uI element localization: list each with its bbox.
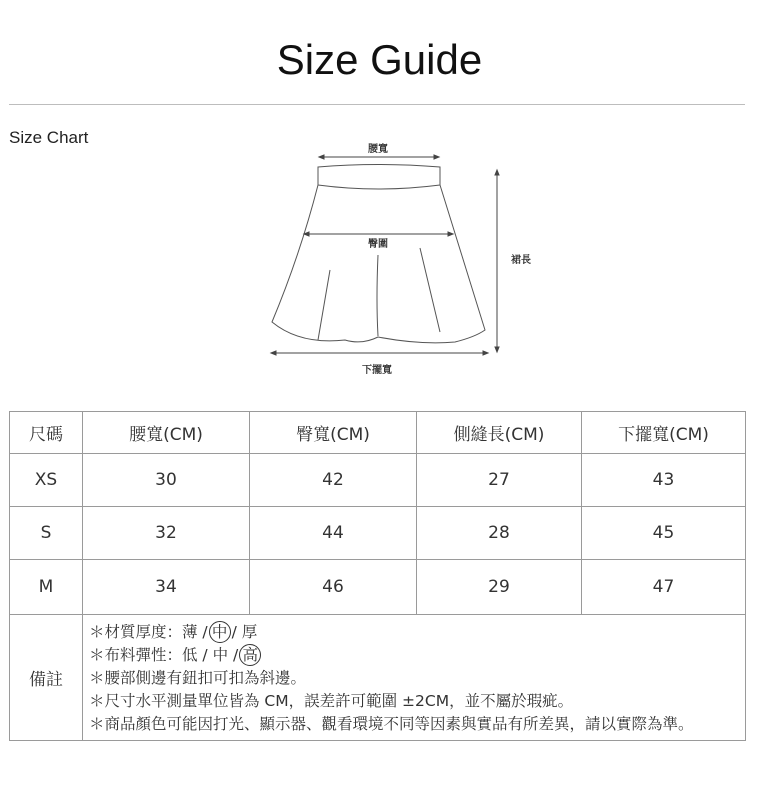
table-cell: 42 (250, 454, 417, 507)
skirt-outline (272, 165, 485, 343)
note-text: ＊材質厚度：薄 / (89, 623, 208, 641)
header-side-length: 側縫長(CM) (417, 412, 582, 454)
table-header-row (10, 412, 746, 454)
length-label: 裙長 (511, 255, 531, 266)
header-waist: 腰寬(CM) (83, 412, 250, 454)
hem-arrow (271, 351, 488, 355)
size-table (9, 411, 746, 741)
note-color: ＊商品顏色可能因打光、顯示器、觀看環境不同等因素與實品有所差異，請以實際為準。 (89, 715, 694, 733)
notes-label: 備註 (10, 615, 83, 741)
table-cell: 32 (83, 507, 250, 560)
table-cell: 47 (582, 560, 746, 615)
table-cell: 46 (250, 560, 417, 615)
note-text: ＊布料彈性：低 / 中 / (89, 646, 239, 664)
page-title: Size Guide (276, 36, 483, 83)
length-arrow (495, 170, 499, 352)
notes-row (10, 615, 746, 741)
header-hip: 臀寬(CM) (250, 412, 417, 454)
note-elasticity (89, 644, 741, 667)
section-title: Size Chart (9, 128, 89, 147)
notes-content (83, 615, 746, 741)
selected-option-circle: 高 (239, 644, 261, 666)
note-text: / 厚 (231, 623, 258, 641)
table-row (10, 454, 746, 507)
note-thickness (89, 621, 741, 644)
table-row (10, 507, 746, 560)
table-cell: 29 (417, 560, 582, 615)
table-row (10, 560, 746, 615)
divider (9, 104, 745, 105)
note-measurement: ＊尺寸水平測量單位皆為 CM，誤差許可範圍 ±2CM，並不屬於瑕疵。 (89, 692, 574, 710)
header-size: 尺碼 (10, 412, 83, 454)
table-cell: 44 (250, 507, 417, 560)
waist-label: 腰寬 (368, 144, 388, 155)
selected-option-circle: 中 (209, 621, 231, 643)
table-cell: 45 (582, 507, 746, 560)
header-hem: 下擺寬(CM) (582, 412, 746, 454)
table-cell: S (10, 507, 83, 560)
table-cell: 27 (417, 454, 582, 507)
hip-label: 臀圍 (368, 239, 388, 250)
table-cell: 28 (417, 507, 582, 560)
hem-label: 下擺寬 (362, 365, 392, 376)
table-cell: 30 (83, 454, 250, 507)
note-waist-button: ＊腰部側邊有鈕扣可扣為斜邊。 (89, 669, 307, 687)
waist-arrow (319, 155, 439, 159)
table-cell: XS (10, 454, 83, 507)
table-cell: M (10, 560, 83, 615)
skirt-diagram (0, 130, 759, 380)
table-cell: 34 (83, 560, 250, 615)
hip-arrow (304, 232, 453, 236)
table-cell: 43 (582, 454, 746, 507)
